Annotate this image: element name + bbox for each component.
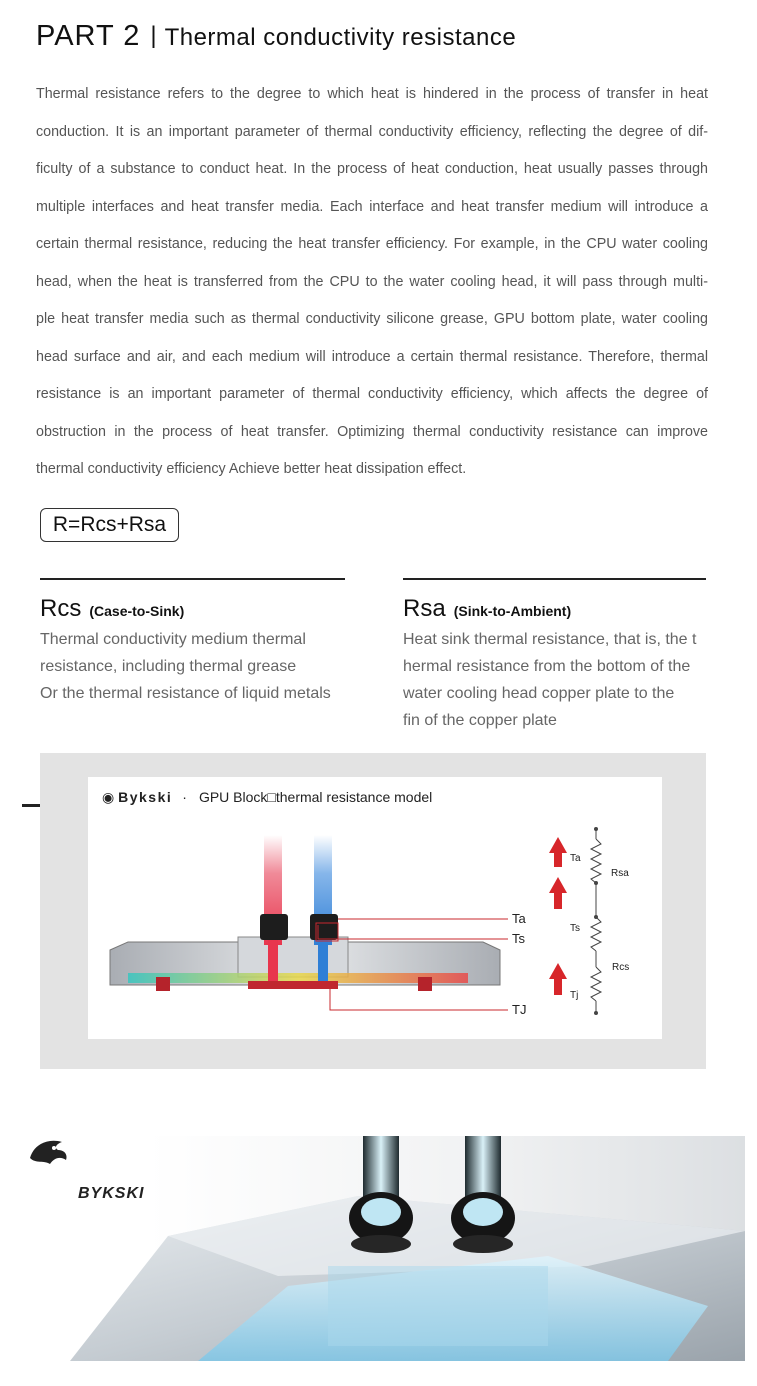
paragraph-line: conduction. It is an important parameter of thermal conductivity efficiency, reflecting the degree of dif-	[36, 123, 708, 140]
model-rsa: Rsa	[611, 868, 629, 879]
column-divider	[40, 578, 345, 580]
label-tj: TJ	[512, 1002, 527, 1017]
model-ta: Ta	[570, 853, 581, 864]
rcs-line: resistance, including thermal grease	[40, 658, 297, 675]
paragraph-line: Thermal resistance refers to the degree to which heat is hindered in the process of transfer in heat	[36, 86, 708, 102]
column-divider	[403, 578, 706, 580]
diagram-brand: Bykski	[118, 789, 173, 805]
paragraph-line: certain thermal resistance, reducing the heat transfer efficiency. For example, in the CPU water cooling	[36, 236, 708, 252]
model-tj: Tj	[570, 990, 579, 1001]
title-dot: ·	[182, 789, 187, 805]
rsa-line: fin of the copper plate	[403, 712, 557, 729]
paragraph-line: ple heat transfer media such as thermal conductivity silicone grease, GPU bottom plate, water cooling	[36, 311, 708, 327]
paragraph-line: head, when the heat is transferred from the CPU to the water cooling head, it will pass through multi-	[36, 273, 708, 290]
part-number: PART 2	[36, 20, 141, 52]
product-photo	[28, 1136, 745, 1361]
label-ts: Ts	[512, 931, 525, 946]
model-ts: Ts	[570, 923, 580, 934]
page-heading	[36, 20, 516, 53]
rsa-line: hermal resistance from the bottom of the	[403, 658, 691, 675]
paragraph-line: resistance is an important parameter of thermal conductivity efficiency, which affects the degree of	[36, 386, 708, 402]
rsa-title-sub: (Sink-to-Ambient)	[453, 603, 572, 619]
rsa-line: Heat sink thermal resistance, that is, the t	[403, 631, 697, 648]
section-title: Thermal conductivity resistance	[164, 24, 517, 51]
paragraph-line: multiple interfaces and heat transfer media. Each interface and heat transfer medium will introduce a	[36, 198, 708, 215]
rsa-line: water cooling head copper plate to the	[403, 685, 675, 702]
rsa-title-main: Rsa	[403, 595, 446, 622]
label-ta: Ta	[512, 911, 526, 926]
water-block-photo	[28, 1136, 745, 1361]
paragraph-line: obstruction in the process of heat transfer. Optimizing thermal conductivity resistance can improve	[36, 423, 708, 440]
paragraph-line: head surface and air, and each medium will introduce a certain thermal resistance. Therefore, thermal	[36, 348, 708, 365]
rsa-column	[403, 578, 706, 734]
paragraph-line: thermal conductivity efficiency Achieve better heat dissipation effect.	[36, 461, 467, 477]
rcs-description	[40, 626, 345, 707]
paragraph-line: ficulty of a substance to conduct heat. In the process of heat conduction, heat usually passes through	[36, 161, 708, 177]
logo-wordmark: BYKSKI	[78, 1185, 145, 1202]
rcs-line: Thermal conductivity medium thermal	[40, 631, 306, 648]
rcs-title-main: Rcs	[40, 595, 82, 622]
model-rcs: Rcs	[612, 962, 630, 973]
heading-separator: |	[150, 22, 157, 49]
rsa-title	[403, 595, 706, 623]
formula-box: R=Rcs+Rsa	[40, 508, 179, 542]
rcs-title-sub: (Case-to-Sink)	[89, 603, 185, 619]
dragon-logo-icon	[28, 1136, 70, 1170]
rcs-column	[40, 578, 345, 707]
thermal-model-diagram	[88, 777, 662, 1039]
intro-paragraph	[36, 79, 708, 492]
diagram-title-text: GPU Block□thermal resistance model	[198, 789, 433, 805]
rcs-line: Or the thermal resistance of liquid metals	[40, 685, 331, 702]
diagram-title	[102, 789, 432, 806]
rsa-description	[403, 626, 706, 734]
brand-mark-icon: ◉	[102, 789, 115, 805]
rcs-title	[40, 595, 345, 623]
